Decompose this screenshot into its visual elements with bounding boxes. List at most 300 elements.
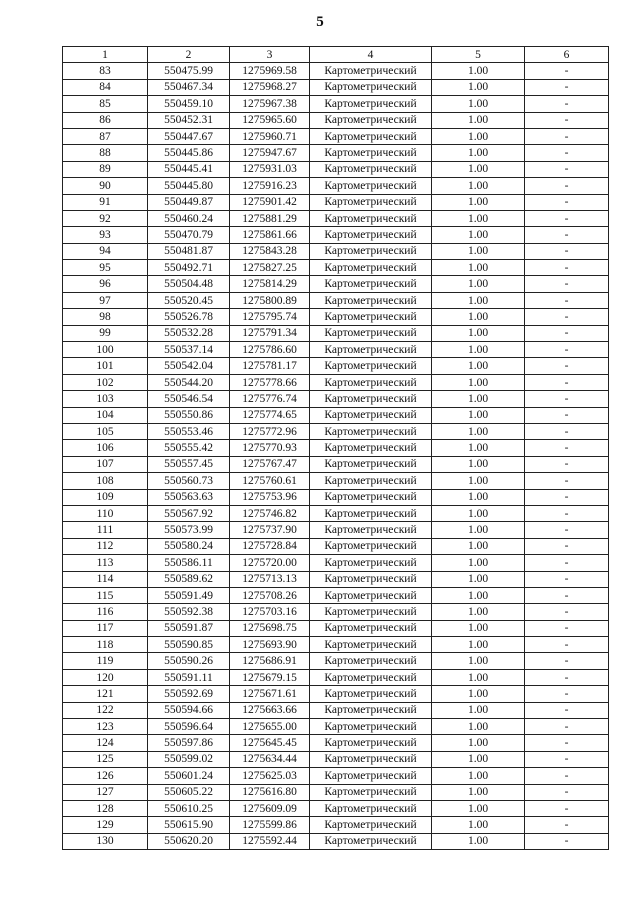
table-cell: - [525, 292, 609, 308]
table-cell: - [525, 800, 609, 816]
table-cell: 550467.34 [148, 79, 230, 95]
table-cell: Картометрический [310, 456, 432, 472]
table-cell: 120 [63, 669, 148, 685]
table-row [63, 637, 609, 653]
table-cell: 1.00 [432, 505, 525, 521]
table-cell: - [525, 522, 609, 538]
table-cell: 1.00 [432, 473, 525, 489]
table-row [63, 735, 609, 751]
table-row [63, 145, 609, 161]
table-cell: - [525, 686, 609, 702]
table-cell: Картометрический [310, 702, 432, 718]
table-cell: 112 [63, 538, 148, 554]
table-cell: 1.00 [432, 178, 525, 194]
table-cell: 550563.63 [148, 489, 230, 505]
table-cell: 1.00 [432, 440, 525, 456]
table-cell: 100 [63, 342, 148, 358]
table-cell: Картометрический [310, 112, 432, 128]
table-cell: Картометрический [310, 473, 432, 489]
table-cell: 1.00 [432, 456, 525, 472]
table-cell: 122 [63, 702, 148, 718]
table-cell: 127 [63, 784, 148, 800]
table-cell: 1275686.91 [230, 653, 310, 669]
table-cell: Картометрический [310, 604, 432, 620]
table-cell: 550537.14 [148, 342, 230, 358]
table-cell: 1.00 [432, 833, 525, 849]
table-cell: 550550.86 [148, 407, 230, 423]
table-cell: 1.00 [432, 194, 525, 210]
table-cell: 550580.24 [148, 538, 230, 554]
table-cell: 1.00 [432, 128, 525, 144]
table-cell: 1.00 [432, 637, 525, 653]
table-cell: - [525, 210, 609, 226]
table-cell: 1.00 [432, 210, 525, 226]
table-cell: Картометрический [310, 260, 432, 276]
table-cell: 1275720.00 [230, 555, 310, 571]
table-cell: 89 [63, 161, 148, 177]
table-row [63, 538, 609, 554]
table-cell: 1275774.65 [230, 407, 310, 423]
table-cell: - [525, 817, 609, 833]
table-cell: 111 [63, 522, 148, 538]
table-cell: - [525, 702, 609, 718]
table-cell: 114 [63, 571, 148, 587]
table-cell: 550553.46 [148, 423, 230, 439]
table-row [63, 473, 609, 489]
table-cell: 123 [63, 719, 148, 735]
table-cell: - [525, 276, 609, 292]
table-cell: 88 [63, 145, 148, 161]
table-row [63, 817, 609, 833]
table-cell: 1.00 [432, 63, 525, 79]
table-cell: 1275786.60 [230, 342, 310, 358]
table-row [63, 587, 609, 603]
table-row [63, 423, 609, 439]
table-cell: Картометрический [310, 325, 432, 341]
table-cell: 87 [63, 128, 148, 144]
page-number: 5 [316, 14, 324, 30]
table-cell: - [525, 194, 609, 210]
table-cell: 101 [63, 358, 148, 374]
table-cell: 1275965.60 [230, 112, 310, 128]
table-cell: 550445.80 [148, 178, 230, 194]
table-cell: 1.00 [432, 391, 525, 407]
table-cell: 550452.31 [148, 112, 230, 128]
table-cell: - [525, 178, 609, 194]
table-cell: 1275634.44 [230, 751, 310, 767]
table-cell: 90 [63, 178, 148, 194]
table-body [63, 63, 609, 850]
table-cell: 550447.67 [148, 128, 230, 144]
table-cell: 1275616.80 [230, 784, 310, 800]
table-row [63, 128, 609, 144]
table-cell: - [525, 423, 609, 439]
table-cell: 550542.04 [148, 358, 230, 374]
table-row [63, 194, 609, 210]
table-cell: Картометрический [310, 686, 432, 702]
table-cell: Картометрический [310, 391, 432, 407]
table-row [63, 210, 609, 226]
table-row [63, 604, 609, 620]
header-cell: 1 [63, 47, 148, 63]
table-cell: 550520.45 [148, 292, 230, 308]
table-cell: - [525, 342, 609, 358]
table-cell: 1.00 [432, 817, 525, 833]
table-cell: 109 [63, 489, 148, 505]
table-row [63, 292, 609, 308]
table-cell: 550546.54 [148, 391, 230, 407]
table-cell: - [525, 440, 609, 456]
table-cell: 550449.87 [148, 194, 230, 210]
table-cell: - [525, 751, 609, 767]
table-cell: 1275843.28 [230, 243, 310, 259]
table-row [63, 276, 609, 292]
table-cell: Картометрический [310, 489, 432, 505]
table-row [63, 571, 609, 587]
table-cell: 1275901.42 [230, 194, 310, 210]
table-cell: 1275708.26 [230, 587, 310, 603]
table-cell: Картометрический [310, 276, 432, 292]
table-cell: 129 [63, 817, 148, 833]
table-row [63, 391, 609, 407]
table-cell: 550492.71 [148, 260, 230, 276]
table-row [63, 800, 609, 816]
table-cell: - [525, 653, 609, 669]
table-row [63, 555, 609, 571]
table-cell: - [525, 571, 609, 587]
table-cell: - [525, 145, 609, 161]
table-cell: Картометрический [310, 178, 432, 194]
table-cell: 550615.90 [148, 817, 230, 833]
table-cell: 550445.86 [148, 145, 230, 161]
table-cell: Картометрический [310, 145, 432, 161]
table-cell: - [525, 325, 609, 341]
table-cell: 118 [63, 637, 148, 653]
table-cell: 550591.87 [148, 620, 230, 636]
table-row [63, 522, 609, 538]
table-row [63, 407, 609, 423]
table-cell: 550601.24 [148, 768, 230, 784]
table-row [63, 358, 609, 374]
table-cell: 1275703.16 [230, 604, 310, 620]
table-cell: - [525, 260, 609, 276]
table-cell: Картометрический [310, 161, 432, 177]
table-cell: 1.00 [432, 735, 525, 751]
table-cell: 550596.64 [148, 719, 230, 735]
table-cell: 128 [63, 800, 148, 816]
table-cell: 119 [63, 653, 148, 669]
table-cell: 1.00 [432, 423, 525, 439]
table-cell: 1.00 [432, 702, 525, 718]
table-cell: 1275881.29 [230, 210, 310, 226]
table-cell: 126 [63, 768, 148, 784]
table-cell: 550560.73 [148, 473, 230, 489]
table-cell: 1275967.38 [230, 96, 310, 112]
table-cell: 550470.79 [148, 227, 230, 243]
table-cell: Картометрический [310, 423, 432, 439]
table-cell: - [525, 243, 609, 259]
table-cell: 1275776.74 [230, 391, 310, 407]
table-cell: 1275671.61 [230, 686, 310, 702]
table-row [63, 227, 609, 243]
table-cell: 550591.49 [148, 587, 230, 603]
table-cell: 1275770.93 [230, 440, 310, 456]
table-cell: 83 [63, 63, 148, 79]
table-cell: 1275814.29 [230, 276, 310, 292]
table-cell: 550589.62 [148, 571, 230, 587]
table-cell: 1.00 [432, 96, 525, 112]
table-cell: - [525, 227, 609, 243]
table-cell: 1275767.47 [230, 456, 310, 472]
table-cell: Картометрический [310, 751, 432, 767]
table-cell: 1.00 [432, 243, 525, 259]
table-cell: 124 [63, 735, 148, 751]
table-cell: 113 [63, 555, 148, 571]
table-cell: - [525, 456, 609, 472]
table-cell: Картометрический [310, 210, 432, 226]
header-cell: 4 [310, 47, 432, 63]
table-cell: 1275969.58 [230, 63, 310, 79]
table-cell: 1.00 [432, 145, 525, 161]
table-cell: 550445.41 [148, 161, 230, 177]
table-cell: 1.00 [432, 358, 525, 374]
table-cell: 1275625.03 [230, 768, 310, 784]
table-cell: 91 [63, 194, 148, 210]
table-cell: Картометрический [310, 374, 432, 390]
table-cell: Картометрический [310, 96, 432, 112]
table-cell: 1275968.27 [230, 79, 310, 95]
table-cell: - [525, 96, 609, 112]
table-cell: - [525, 79, 609, 95]
table-cell: 1275931.03 [230, 161, 310, 177]
table-cell: 1.00 [432, 669, 525, 685]
table-cell: 1275693.90 [230, 637, 310, 653]
table-row [63, 440, 609, 456]
table-cell: - [525, 669, 609, 685]
table-cell: Картометрический [310, 128, 432, 144]
table-cell: 1.00 [432, 555, 525, 571]
table-cell: Картометрический [310, 440, 432, 456]
table-cell: 550597.86 [148, 735, 230, 751]
header-row [63, 47, 609, 63]
table-cell: Картометрический [310, 637, 432, 653]
table-cell: Картометрический [310, 358, 432, 374]
table-cell: - [525, 620, 609, 636]
table-cell: 106 [63, 440, 148, 456]
table-cell: 1275663.66 [230, 702, 310, 718]
table-cell: - [525, 637, 609, 653]
table-cell: 1.00 [432, 604, 525, 620]
table-cell: Картометрический [310, 79, 432, 95]
table-cell: 550544.20 [148, 374, 230, 390]
table-cell: 1.00 [432, 751, 525, 767]
table-cell: - [525, 473, 609, 489]
table-row [63, 702, 609, 718]
table-row [63, 79, 609, 95]
table-cell: 93 [63, 227, 148, 243]
table-row [63, 505, 609, 521]
table-cell: 1.00 [432, 79, 525, 95]
table-cell: 1275772.96 [230, 423, 310, 439]
table-cell: 1.00 [432, 620, 525, 636]
table-cell: 550592.69 [148, 686, 230, 702]
header-cell: 5 [432, 47, 525, 63]
table-cell: 1.00 [432, 276, 525, 292]
table-cell: 1275760.61 [230, 473, 310, 489]
table-cell: 550567.92 [148, 505, 230, 521]
table-cell: 1.00 [432, 292, 525, 308]
table-cell: - [525, 719, 609, 735]
table-cell: 107 [63, 456, 148, 472]
table-cell: 550594.66 [148, 702, 230, 718]
coordinates-table [62, 46, 609, 850]
table-cell: - [525, 63, 609, 79]
table-cell: - [525, 112, 609, 128]
table-cell: Картометрический [310, 522, 432, 538]
table-cell: 1.00 [432, 686, 525, 702]
table-cell: 550590.85 [148, 637, 230, 653]
table-row [63, 374, 609, 390]
table-cell: 1.00 [432, 538, 525, 554]
table-row [63, 178, 609, 194]
table-cell: Картометрический [310, 227, 432, 243]
table-cell: 102 [63, 374, 148, 390]
table-row [63, 243, 609, 259]
table-cell: 1275655.00 [230, 719, 310, 735]
table-row [63, 96, 609, 112]
table-cell: 550532.28 [148, 325, 230, 341]
table-row [63, 719, 609, 735]
table-cell: 103 [63, 391, 148, 407]
table-cell: 1275728.84 [230, 538, 310, 554]
table-cell: 1275746.82 [230, 505, 310, 521]
table-cell: 550557.45 [148, 456, 230, 472]
table-cell: 108 [63, 473, 148, 489]
table-row [63, 833, 609, 849]
table-cell: 130 [63, 833, 148, 849]
table-cell: 1.00 [432, 587, 525, 603]
header-cell: 3 [230, 47, 310, 63]
table-cell: Картометрический [310, 653, 432, 669]
table-cell: 1275592.44 [230, 833, 310, 849]
table-cell: 116 [63, 604, 148, 620]
table-cell: 550459.10 [148, 96, 230, 112]
table-cell: 1275781.17 [230, 358, 310, 374]
table-cell: 1.00 [432, 112, 525, 128]
table-cell: Картометрический [310, 669, 432, 685]
table-cell: 95 [63, 260, 148, 276]
table-cell: 550590.26 [148, 653, 230, 669]
table-cell: 85 [63, 96, 148, 112]
table-cell: Картометрический [310, 538, 432, 554]
table-cell: 550592.38 [148, 604, 230, 620]
table-cell: 1275679.15 [230, 669, 310, 685]
table-cell: Картометрический [310, 735, 432, 751]
table-cell: 1.00 [432, 374, 525, 390]
table-row [63, 260, 609, 276]
table-cell: 1.00 [432, 161, 525, 177]
table-row [63, 669, 609, 685]
table-cell: 1.00 [432, 522, 525, 538]
table-cell: - [525, 309, 609, 325]
table-cell: - [525, 784, 609, 800]
table-row [63, 653, 609, 669]
table-cell: - [525, 407, 609, 423]
table-cell: Картометрический [310, 768, 432, 784]
table-cell: Картометрический [310, 571, 432, 587]
table-cell: 550555.42 [148, 440, 230, 456]
table-cell: 1275916.23 [230, 178, 310, 194]
table-cell: 1.00 [432, 342, 525, 358]
table-cell: - [525, 505, 609, 521]
table-cell: Картометрический [310, 63, 432, 79]
table-row [63, 63, 609, 79]
table-cell: - [525, 604, 609, 620]
table-cell: - [525, 538, 609, 554]
table-cell: 86 [63, 112, 148, 128]
table-cell: 92 [63, 210, 148, 226]
table-row [63, 768, 609, 784]
table-cell: - [525, 391, 609, 407]
table-cell: 110 [63, 505, 148, 521]
table-row [63, 686, 609, 702]
table-cell: 550460.24 [148, 210, 230, 226]
table-cell: Картометрический [310, 342, 432, 358]
table-cell: 550573.99 [148, 522, 230, 538]
table-cell: 1.00 [432, 653, 525, 669]
table-cell: 97 [63, 292, 148, 308]
table-cell: 1275737.90 [230, 522, 310, 538]
table-cell: 94 [63, 243, 148, 259]
table-cell: 1275827.25 [230, 260, 310, 276]
table-cell: 1275800.89 [230, 292, 310, 308]
table-cell: 550526.78 [148, 309, 230, 325]
table-cell: 550605.22 [148, 784, 230, 800]
table-cell: - [525, 128, 609, 144]
table-cell: 1.00 [432, 571, 525, 587]
table-cell: 1275753.96 [230, 489, 310, 505]
table-cell: Картометрический [310, 194, 432, 210]
table-cell: Картометрический [310, 620, 432, 636]
table-cell: 1275947.67 [230, 145, 310, 161]
table-cell: 1.00 [432, 768, 525, 784]
table-cell: 125 [63, 751, 148, 767]
table-cell: Картометрический [310, 555, 432, 571]
table-cell: - [525, 768, 609, 784]
table-cell: 1.00 [432, 325, 525, 341]
table-cell: Картометрический [310, 309, 432, 325]
table-row [63, 456, 609, 472]
table-cell: Картометрический [310, 800, 432, 816]
table-row [63, 161, 609, 177]
table-cell: 121 [63, 686, 148, 702]
table-cell: 84 [63, 79, 148, 95]
table-cell: - [525, 587, 609, 603]
table-row [63, 620, 609, 636]
table-cell: 117 [63, 620, 148, 636]
table-cell: - [525, 489, 609, 505]
table-cell: 1275960.71 [230, 128, 310, 144]
table-row [63, 325, 609, 341]
table-cell: - [525, 161, 609, 177]
table-cell: Картометрический [310, 292, 432, 308]
table-cell: 1.00 [432, 784, 525, 800]
table-cell: 550591.11 [148, 669, 230, 685]
table-cell: 1.00 [432, 309, 525, 325]
header-cell: 6 [525, 47, 609, 63]
table-cell: 550504.48 [148, 276, 230, 292]
table-cell: Картометрический [310, 784, 432, 800]
